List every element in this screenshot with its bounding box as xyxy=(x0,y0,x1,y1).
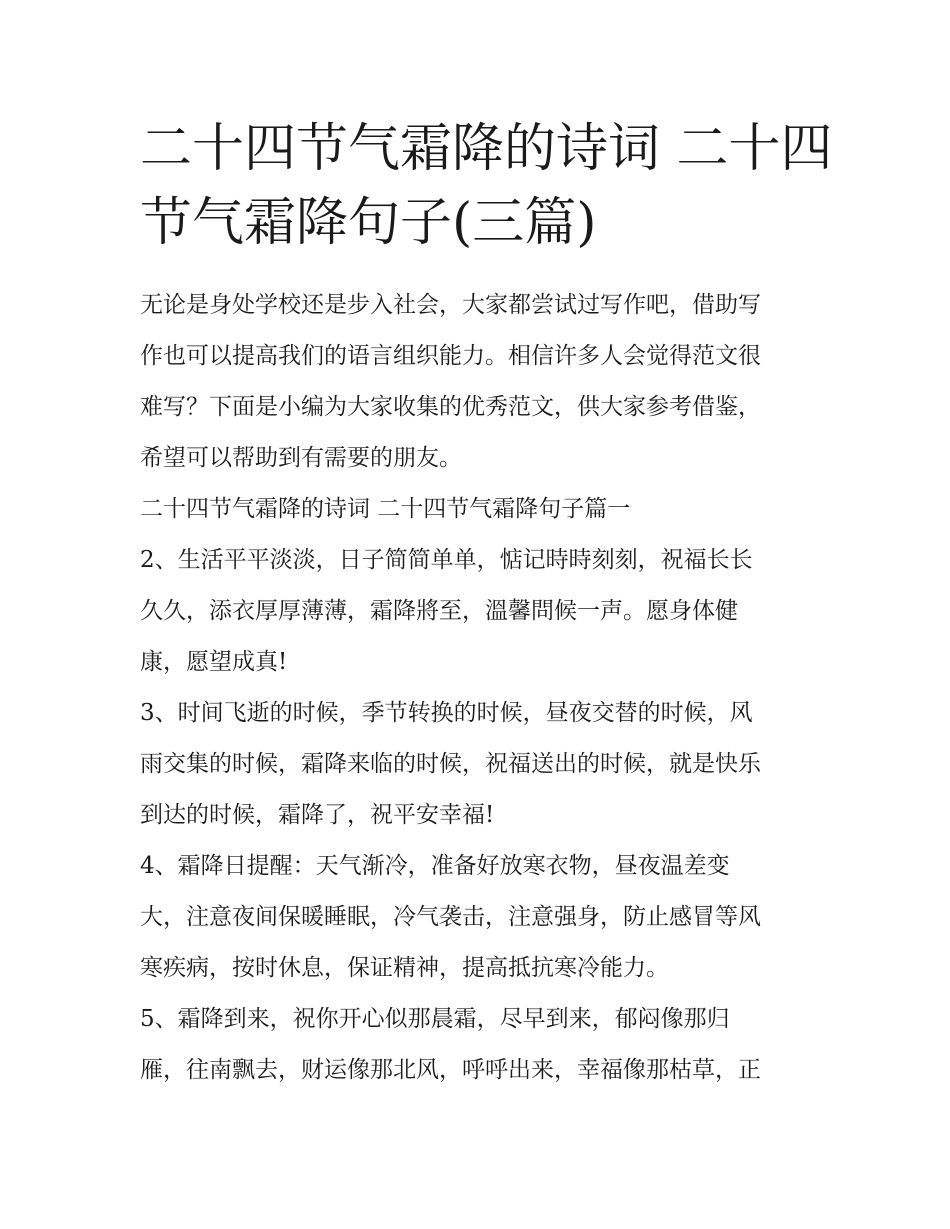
item-paragraph-3 xyxy=(140,688,820,841)
text-line: 3、时间飞逝的时候，季节转换的时候，昼夜交替的时候，风 xyxy=(140,700,753,726)
text-line: 康，愿望成真! xyxy=(140,649,288,675)
text-line: 2、生活平平淡淡，日子简简单单，惦记時時刻刻，祝福长长 xyxy=(140,547,753,573)
text-line: 无论是身处学校还是步入社会，大家都尝试过写作吧，借助写 xyxy=(140,292,761,318)
text-line: 希望可以帮助到有需要的朋友。 xyxy=(140,445,462,471)
text-line: 雨交集的时候，霜降来临的时候，祝福送出的时候，就是快乐 xyxy=(140,751,761,777)
page-title xyxy=(140,112,833,260)
text-line: 5、霜降到来，祝你开心似那晨霜，尽早到来，郁闷像那归 xyxy=(140,1006,730,1032)
title-line: 节气霜降句子(三篇) xyxy=(140,193,597,253)
text-line: 雁，往南飘去，财运像那北风，呼呼出来，幸福像那枯草，正 xyxy=(140,1057,761,1083)
text-line: 大，注意夜间保暖睡眠，冷气袭击，注意强身，防止感冒等风 xyxy=(140,904,761,930)
text-line: 4、霜降日提醒：天气渐冷，准备好放寒衣物，昼夜温差变 xyxy=(140,853,730,879)
document-body xyxy=(140,280,820,1096)
title-line: 二十四节气霜降的诗词 二十四 xyxy=(140,119,833,179)
text-line: 二十四节气霜降的诗词 二十四节气霜降句子篇一 xyxy=(140,496,631,522)
text-line: 寒疾病，按时休息，保证精神，提高抵抗寒冷能力。 xyxy=(140,955,669,981)
section-heading xyxy=(140,484,820,535)
text-line: 到达的时候，霜降了，祝平安幸福! xyxy=(140,802,495,828)
text-line: 难写？下面是小编为大家收集的优秀范文，供大家参考借鉴， xyxy=(140,394,761,420)
item-paragraph-4 xyxy=(140,841,820,994)
item-paragraph-2 xyxy=(140,535,820,688)
intro-paragraph xyxy=(140,280,820,484)
item-paragraph-5 xyxy=(140,994,820,1096)
text-line: 作也可以提高我们的语言组织能力。相信许多人会觉得范文很 xyxy=(140,343,761,369)
text-line: 久久，添衣厚厚薄薄，霜降將至，溫馨問候一声。愿身体健 xyxy=(140,598,738,624)
